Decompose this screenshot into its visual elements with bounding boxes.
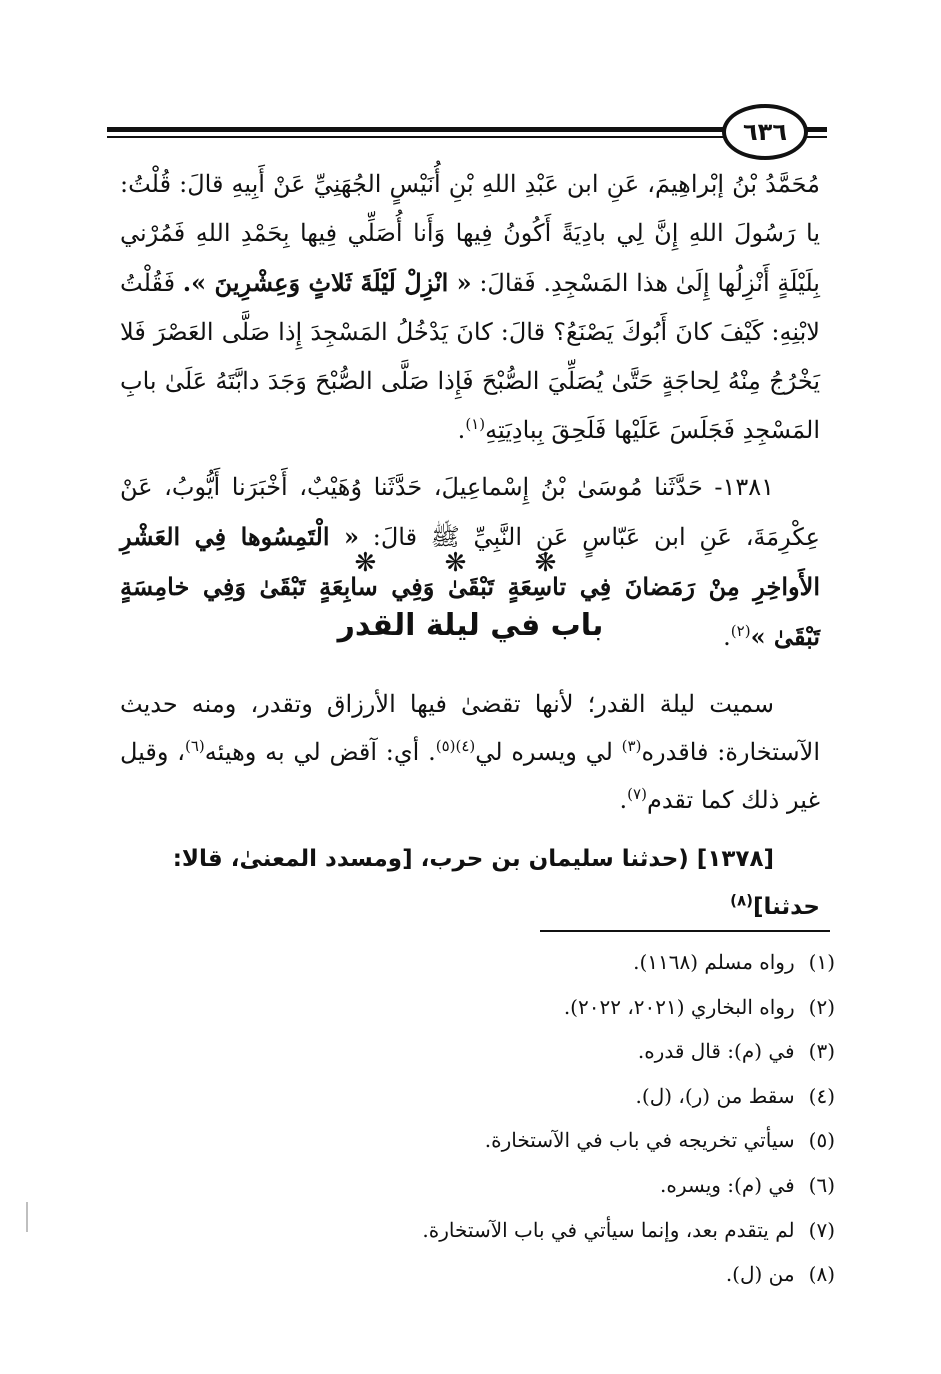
footnote-text: من (ل).	[725, 1262, 795, 1287]
footnote-ref-6: (٦)	[184, 737, 205, 755]
footnote-item	[300, 1029, 835, 1074]
hadith-1380-quote: « انْزِلْ لَيْلَةَ ثَلاثٍ وَعِشْرِينَ ».	[182, 268, 472, 297]
commentary-part-4: ، وقيل غير ذلك كما تقدم	[120, 738, 820, 814]
hadith-1380-text-after-quote: فَقُلْتُ لابْنِهِ: كَيْفَ كانَ أَبُوكَ يَصْنَعُ؟ قالَ: كانَ يَدْخُلُ المَسْجِدَ إِذا صَلَّى العَصْرَ فَلا يَخْرُجُ مِنْهُ لِحاجَةٍ حَتَّىٰ يُصَلِّيَ الصُّبْحَ فَإِذا صَلَّى الصُّبْحَ وَجَدَ دابَّتَهُ عَلَىٰ بابِ المَسْجِدِ فَجَلَسَ عَلَيْها فَلَحِقَ بِبادِيَتِهِ	[120, 269, 820, 444]
footnote-item	[300, 985, 835, 1030]
hadith-1381-paragraph: ١٣٨١- حَدَّثَنا مُوسَىٰ بْنُ إِسْماعِيلَ، حَدَّثَنا وُهَيْبٌ، أَخْبَرَنا أَيُّوبُ، عَنْ عِكْرِمَةَ، عَنِ ابن عَبّاسٍ عَنِ النَّبِيِّ ﷺ قالَ: « الْتَمِسُوها فِي العَشْرِ الأَواخِرِ مِنْ رَمَضانَ فِي تاسِعَةٍ تَبْقَىٰ وَفِي سابِعَةٍ تَبْقَىٰ وَفِي خامِسَةٍ تَبْقَىٰ »$^{(٢)}$.	[120, 473, 820, 651]
footnote-ref-7: (٧)	[627, 785, 647, 803]
page-number: ٦٣٦	[743, 118, 787, 146]
footnote-ref-8: (٨)	[730, 891, 753, 910]
footnote-text: سقط من (ر)، (ل).	[635, 1083, 795, 1108]
commentary-paragraph	[120, 680, 820, 824]
footnote-text: سيأتي تخريجه في باب في الآستخارة.	[484, 1128, 795, 1153]
footnote-text: لم يتقدم بعد، وإنما سيأتي في باب الآستخارة.	[422, 1217, 795, 1242]
footnote-number: (٣)	[808, 1039, 835, 1064]
main-text-block	[120, 160, 820, 662]
footnote-text: في (م): قال قدره.	[637, 1039, 795, 1064]
footnote-number: (٥)	[808, 1128, 835, 1153]
footnote-item	[300, 940, 835, 985]
header-rule	[107, 127, 827, 139]
footnote-item	[300, 1163, 835, 1208]
footnote-text: رواه مسلم (١١٦٨).	[633, 950, 795, 974]
commentary-part-1: سميت ليلة القدر؛ لأنها تقضىٰ فيها الأرزاق وتقدر، ومنه حديث الآستخارة: فاقدره	[120, 690, 820, 766]
hadith-1380-paragraph: مُحَمَّدُ بْنُ إبْراهِيمَ، عَنِ ابن عَبْدِ اللهِ بْنِ أُنَيْسٍ الجُهَنِيِّ عَنْ أَبِيهِ قالَ: قُلْتُ: يا رَسُولَ اللهِ إِنَّ لِي بادِيَةً أَكُونُ فِيها وَأَنا أُصَلِّي فِيها بِحَمْدِ اللهِ فَمُرْني بِلَيْلَةٍ أَنْزِلُها إِلَىٰ هذا المَسْجِدِ. فَقالَ: « انْزِلْ لَيْلَةَ ثَلاثٍ وَعِشْرِينَ ». فَقُلْتُ لابْنِهِ: كَيْفَ كانَ أَبُوكَ يَصْنَعُ؟ قالَ: كانَ يَدْخُلُ المَسْجِدَ إِذا صَلَّى العَصْرَ فَلا يَخْرُجُ مِنْهُ لِحاجَةٍ حَتَّىٰ يُصَلِّيَ الصُّبْحَ فَإِذا صَلَّى الصُّبْحَ وَجَدَ دابَّتَهُ عَلَىٰ بابِ المَسْجِدِ فَجَلَسَ عَلَيْها فَلَحِقَ بِبادِيَتِهِ$^{(١)}$.	[120, 170, 820, 444]
footnote-number: (٦)	[808, 1172, 835, 1197]
section-separator: ❋ ❋ ❋	[354, 548, 587, 578]
footnote-number: (٧)	[808, 1217, 835, 1242]
footnote-text: في (م): ويسره.	[660, 1172, 795, 1197]
footnote-item	[300, 1208, 835, 1253]
footnote-item	[300, 1074, 835, 1119]
footnote-item	[300, 1118, 835, 1163]
footnote-number: (١)	[808, 950, 835, 974]
scan-margin-mark	[26, 1202, 28, 1232]
footnote-ref-3: (٣)	[621, 737, 642, 755]
hadith-1381-quote: « الْتَمِسُوها فِي العَشْرِ الأَواخِرِ مِنْ رَمَضانَ فِي تاسِعَةٍ تَبْقَىٰ وَفِي سابِعَةٍ تَبْقَىٰ وَفِي خامِسَةٍ تَبْقَىٰ »	[120, 522, 820, 651]
commentary-part-5: .	[619, 786, 628, 814]
header-rule-thin	[107, 136, 827, 138]
commentary-part-2: لي ويسره لي	[475, 738, 622, 766]
footnote-number: (٢)	[808, 994, 835, 1019]
footnote-text: رواه البخاري (٢٠٢١، ٢٠٢٢).	[563, 994, 795, 1019]
hadith-1381-text-before-quote: ١٣٨١- حَدَّثَنا مُوسَىٰ بْنُ إِسْماعِيلَ، حَدَّثَنا وُهَيْبٌ، أَخْبَرَنا أَيُّوبُ، عَنْ عِكْرِمَةَ، عَنِ ابن عَبّاسٍ عَنِ النَّبِيِّ ﷺ قالَ:	[120, 473, 820, 551]
footnote-divider	[540, 930, 830, 932]
footnote-number: (٨)	[808, 1262, 835, 1287]
footnote-item	[300, 1252, 835, 1297]
isnad-line	[120, 835, 820, 931]
header-rule-thick	[107, 127, 827, 132]
chapter-title: باب في ليلة القدر	[337, 608, 604, 643]
hadith-1380-text-before-quote: مُحَمَّدُ بْنُ إبْراهِيمَ، عَنِ ابن عَبْدِ اللهِ بْنِ أُنَيْسٍ الجُهَنِيِّ عَنْ أَبِيهِ قالَ: قُلْتُ: يا رَسُولَ اللهِ إِنَّ لِي بادِيَةً أَكُونُ فِيها وَأَنا أُصَلِّي فِيها بِحَمْدِ اللهِ فَمُرْني بِلَيْلَةٍ أَنْزِلُها إِلَىٰ هذا المَسْجِدِ. فَقالَ:	[120, 170, 820, 297]
footnote-ref-1: (١)	[465, 415, 486, 433]
footnote-number: (٤)	[808, 1083, 835, 1108]
footnote-ref-4-5: (٤)(٥)	[435, 737, 476, 755]
commentary-part-3: . أي: آقض لي به وهيئه	[204, 738, 436, 766]
page-number-badge	[722, 104, 808, 160]
footnote-ref-2: (٢)	[730, 622, 751, 640]
isnad-text: [١٣٧٨] (حدثنا سليمان بن حرب، [ومسدد المعنىٰ، قالا: حدثنا]	[172, 846, 820, 920]
footnotes-list	[300, 940, 835, 1297]
commentary-block	[120, 680, 820, 824]
